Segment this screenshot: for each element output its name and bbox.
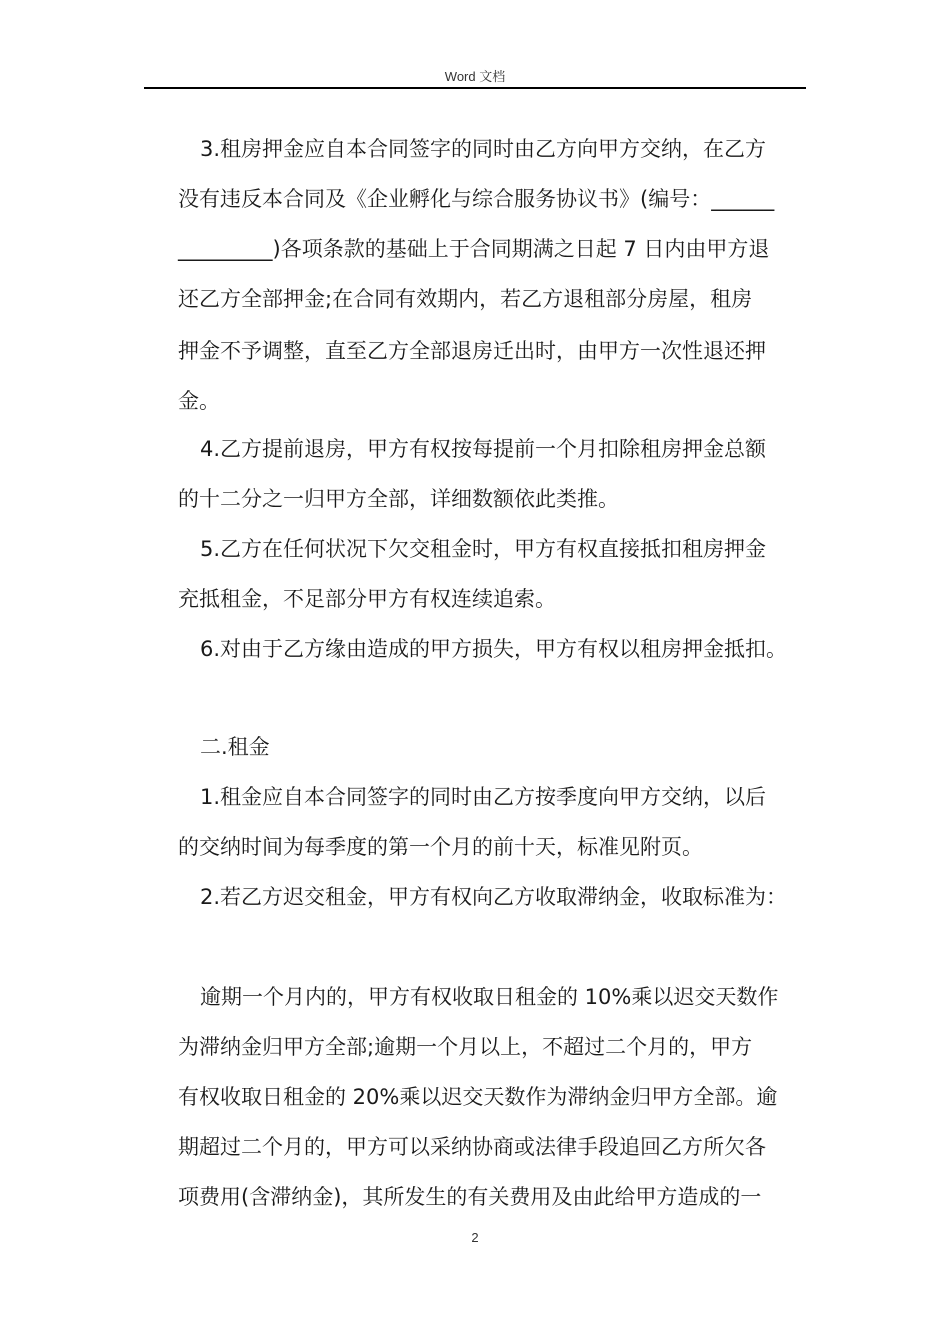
paragraph-line: _________)各项条款的基础上于合同期满之日起 7 日内由甲方退 bbox=[178, 237, 770, 261]
paragraph-line: 3.租房押金应自本合同签字的同时由乙方向甲方交纳，在乙方 bbox=[200, 137, 767, 161]
paragraph-line: 押金不予调整，直至乙方全部退房迁出时，由甲方一次性退还押 bbox=[178, 339, 766, 363]
paragraph-line: 6.对由于乙方缘由造成的甲方损失，甲方有权以租房押金抵扣。 bbox=[200, 637, 788, 661]
paragraph-line: 有权收取日租金的 20%乘以迟交天数作为滞纳金归甲方全部。逾 bbox=[178, 1085, 778, 1109]
page-number: 2 bbox=[471, 1230, 479, 1245]
paragraph-line: 项费用(含滞纳金)，其所发生的有关费用及由此给甲方造成的一 bbox=[178, 1185, 762, 1209]
paragraph-line: 为滞纳金归甲方全部;逾期一个月以上，不超过二个月的，甲方 bbox=[178, 1035, 753, 1059]
paragraph-line: 期超过二个月的，甲方可以采纳协商或法律手段追回乙方所欠各 bbox=[178, 1135, 766, 1159]
paragraph-line: 的交纳时间为每季度的第一个月的前十天，标准见附页。 bbox=[178, 835, 703, 859]
paragraph-line: 5.乙方在任何状况下欠交租金时，甲方有权直接抵扣租房押金 bbox=[200, 537, 767, 561]
paragraph-line: 4.乙方提前退房，甲方有权按每提前一个月扣除租房押金总额 bbox=[200, 437, 767, 461]
paragraph-line: 还乙方全部押金;在合同有效期内，若乙方退租部分房屋，租房 bbox=[178, 287, 753, 311]
paragraph-line: 的十二分之一归甲方全部，详细数额依此类推。 bbox=[178, 487, 619, 511]
paragraph-line: 充抵租金，不足部分甲方有权连续追索。 bbox=[178, 587, 556, 611]
header-rule bbox=[144, 87, 806, 89]
paragraph-line: 没有违反本合同及《企业孵化与综合服务协议书》(编号：______ bbox=[178, 187, 775, 211]
paragraph-line: 逾期一个月内的，甲方有权收取日租金的 10%乘以迟交天数作 bbox=[200, 985, 779, 1009]
section-heading: 二.租金 bbox=[200, 735, 270, 759]
paragraph-line: 金。 bbox=[178, 389, 220, 413]
paragraph-line: 1.租金应自本合同签字的同时由乙方按季度向甲方交纳，以后 bbox=[200, 785, 767, 809]
page-header: Word 文档 bbox=[444, 69, 506, 84]
paragraph-line: 2.若乙方迟交租金，甲方有权向乙方收取滞纳金，收取标准为： bbox=[200, 885, 788, 909]
